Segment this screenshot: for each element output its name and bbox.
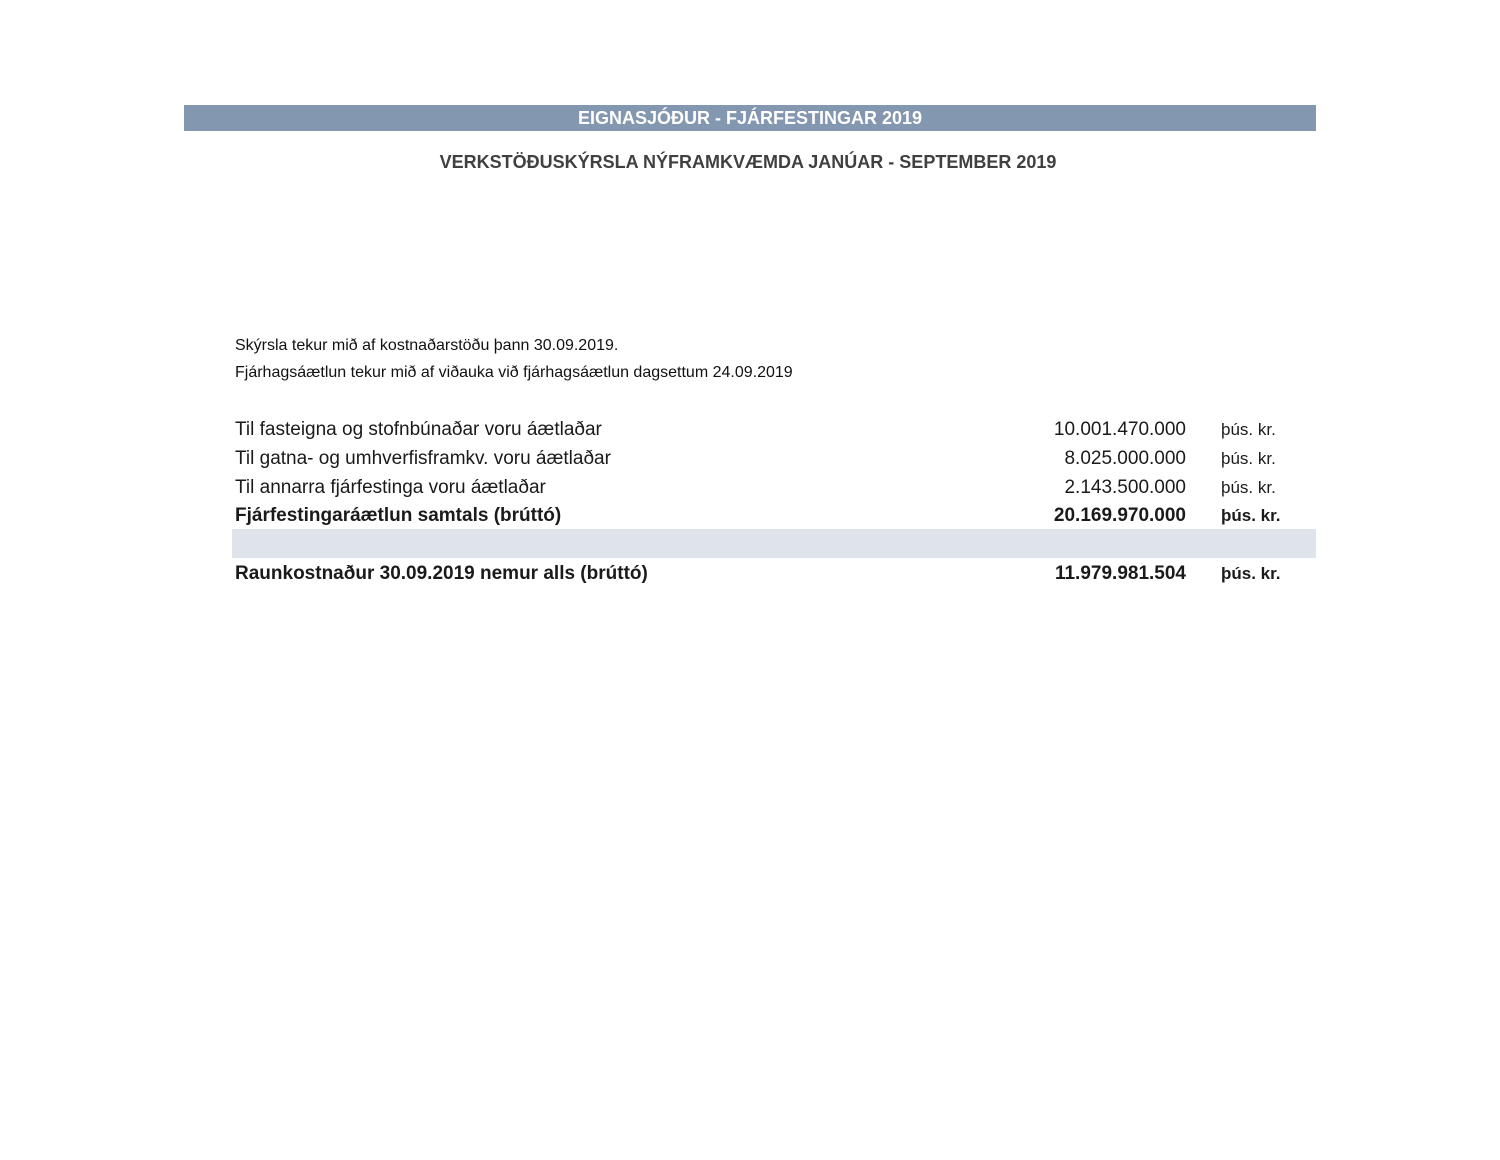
row-unit: þús. kr. bbox=[1221, 478, 1276, 497]
row-amount: 2.143.500.000 bbox=[1064, 477, 1186, 498]
total-amount: 20.169.970.000 bbox=[1053, 505, 1186, 526]
actual-amount: 11.979.981.504 bbox=[1054, 563, 1186, 584]
budget-row-buildings bbox=[235, 415, 1316, 444]
budget-row-streets bbox=[235, 444, 1316, 473]
report-title-bar bbox=[184, 105, 1316, 131]
report-subtitle: VERKSTÖÐUSKÝRSLA NÝFRAMKVÆMDA JANÚAR - SEPTEMBER 2019 bbox=[439, 152, 1057, 172]
budget-row-other bbox=[235, 473, 1316, 502]
actual-cost-row bbox=[235, 559, 1316, 588]
row-unit: þús. kr. bbox=[1221, 449, 1276, 468]
total-unit: þús. kr. bbox=[1221, 506, 1281, 525]
row-unit: þús. kr. bbox=[1221, 420, 1276, 439]
separator-band bbox=[232, 529, 1316, 558]
note-cost-status: Skýrsla tekur mið af kostnaðarstöðu þann 30.09.2019. bbox=[235, 337, 619, 354]
row-label: Til annarra fjárfestinga voru áætlaðar bbox=[235, 477, 546, 498]
budget-total-row bbox=[235, 501, 1316, 530]
actual-unit: þús. kr. bbox=[1221, 564, 1281, 583]
row-label: Til gatna- og umhverfisframkv. voru áætlaðar bbox=[235, 448, 611, 469]
total-label: Fjárfestingaráætlun samtals (brúttó) bbox=[235, 505, 562, 526]
row-label: Til fasteigna og stofnbúnaðar voru áætlaðar bbox=[235, 419, 602, 440]
row-amount: 10.001.470.000 bbox=[1053, 419, 1186, 440]
row-amount: 8.025.000.000 bbox=[1064, 448, 1186, 469]
actual-label: Raunkostnaður 30.09.2019 nemur alls (brúttó) bbox=[235, 563, 648, 584]
report-title: EIGNASJÓÐUR - FJÁRFESTINGAR 2019 bbox=[577, 108, 923, 128]
note-budget-basis: Fjárhagsáætlun tekur mið af viðauka við fjárhagsáætlun dagsettum 24.09.2019 bbox=[235, 364, 793, 381]
